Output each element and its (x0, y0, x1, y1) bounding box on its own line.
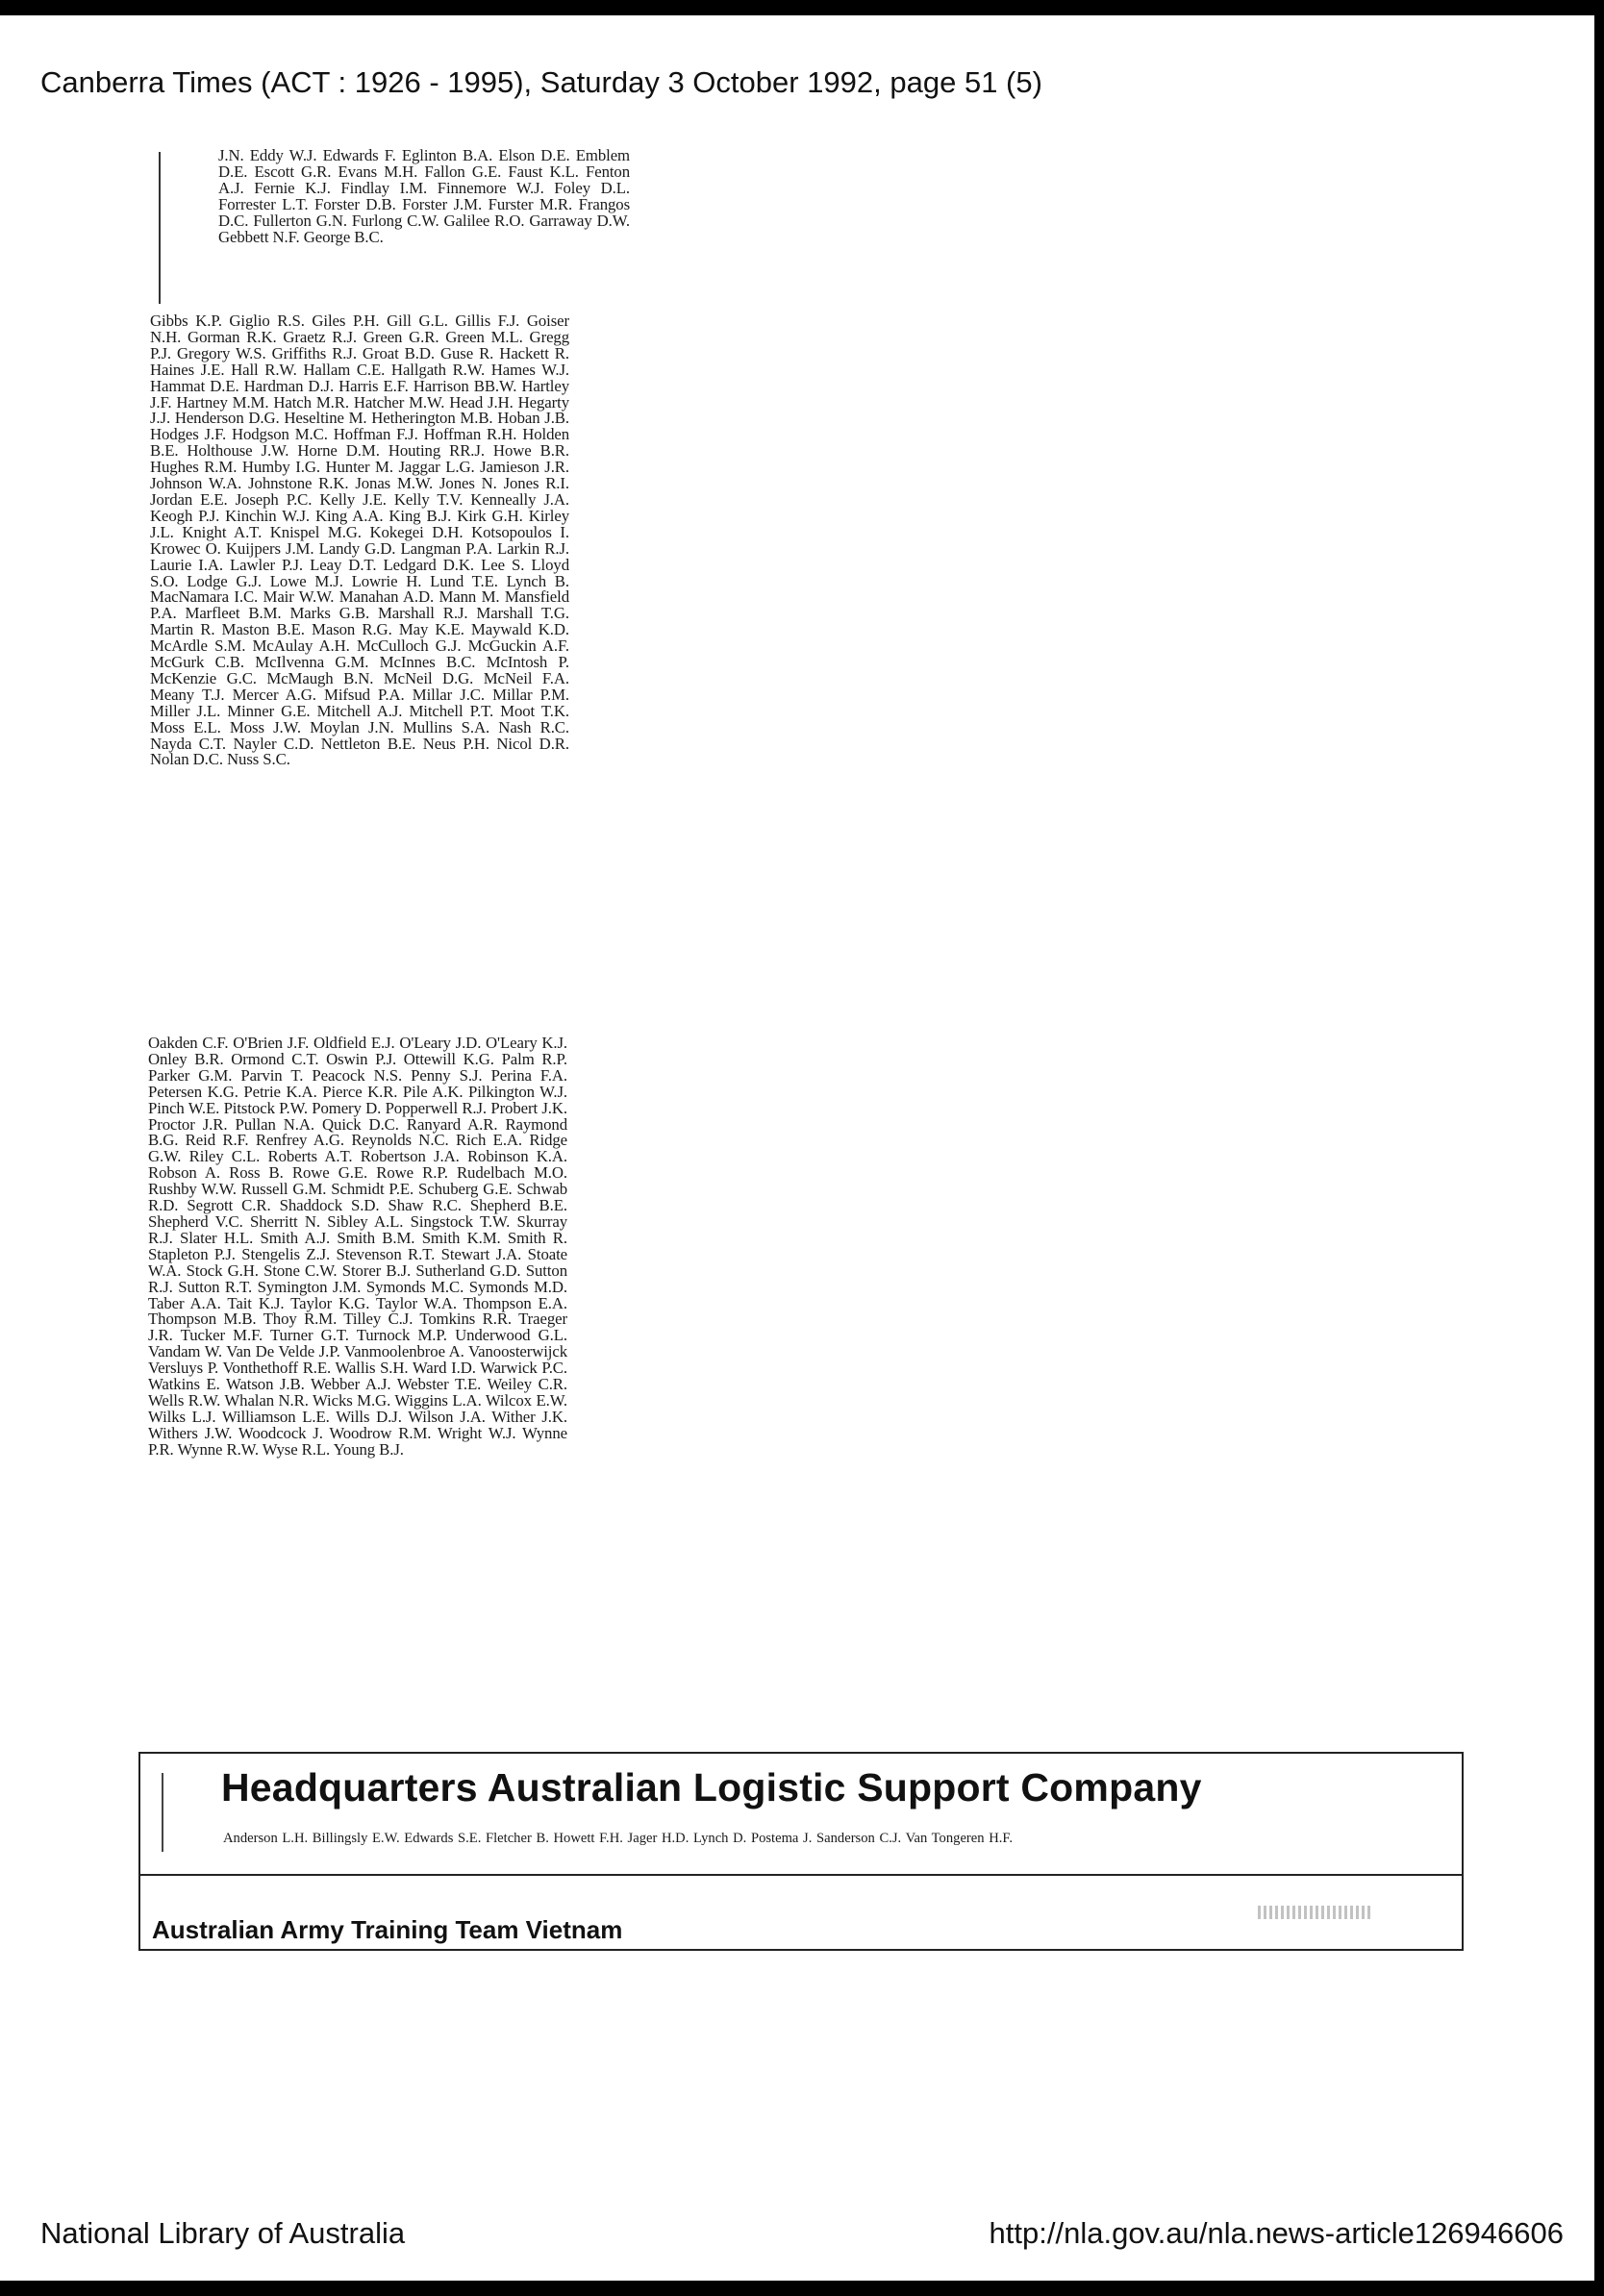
names-block-1: J.N. Eddy W.J. Edwards F. Eglinton B.A. Elson D.E. Emblem D.E. Escott G.R. Evans M.H. Fallon G.E. Faust K.L. Fenton A.J. Fernie K.J. Findlay I.M. Finnemore W.J. Foley D.L. Forrester L.T. Forster D.B. Forster J.M. Furster M.R. Frangos D.C. Fullerton G.N. Furlong C.W. Galilee R.O. Garraway D.W. Gebbett N.F. George B.C. (218, 146, 630, 246)
top-border (0, 0, 1604, 15)
footer-library: National Library of Australia (40, 2216, 406, 2250)
hq-names-list: Anderson L.H. Billingsly E.W. Edwards S.E. Fletcher B. Howett F.H. Jager H.D. Lynch D. Postema J. Sanderson C.J. Van Tongeren H.F. (223, 1831, 1013, 1846)
right-border (1594, 0, 1604, 2296)
aattv-section-title: Australian Army Training Team Vietnam (152, 1915, 623, 1944)
box-rule (162, 1773, 163, 1852)
page-citation: Canberra Times (ACT : 1926 - 1995), Saturday 3 October 1992, page 51 (5) (40, 65, 1042, 99)
print-smudge (1258, 1906, 1373, 1919)
bottom-border (0, 2281, 1604, 2296)
names-block-2: Gibbs K.P. Giglio R.S. Giles P.H. Gill G.L. Gillis F.J. Goiser N.H. Gorman R.K. Graetz R.J. Green G.R. Green M.L. Gregg P.J. Gregory W.S. Griffiths R.J. Groat B.D. Guse R. Hackett R. Haines J.E. Hall R.W. Hallam C.E. Hallgath R.W. Hames W.J. Hammat D.E. Hardman D.J. Harris E.F. Harrison BB.W. Hartley J.F. Hartney M.M. Hatch M.R. Hatcher M.W. Head J.H. Hegarty J.J. Henderson D.G. Heseltine M. Hetherington M.B. Hoban J.B. Hodges J.F. Hodgson M.C. Hoffman F.J. Hoffman R.H. Holden B.E. Holthouse J.W. Horne D.M. Houting RR.J. Howe B.R. Hughes R.M. Humby I.G. Hunter M. Jaggar L.G. Jamieson J.R. Johnson W.A. Johnstone R.K. Jonas M.W. Jones N. Jones R.I. Jordan E.E. Joseph P.C. Kelly J.E. Kelly T.V. Kenneally J.A. Keogh P.J. Kinchin W.J. King A.A. King B.J. Kirk G.H. Kirley J.L. Knight A.T. Knispel M.G. Kokegei D.H. Kotsopoulos I. Krowec O. Kuijpers J.M. Landy G.D. Langman P.A. Larkin R.J. Laurie I.A. Lawler P.J. Leay D.T. Ledgard D.K. Lee S. Lloyd S.O. Lodge G.J. Lowe M.J. Lowrie H. Lund T.E. Lynch B. MacNamara I.C. Mair W.W. Manahan A.D. Mann M. Mansfield P.A. Marfleet B.M. Marks G.B. Marshall R.J. Marshall T.G. Martin R. Maston B.E. Mason R.G. May K.E. Maywald K.D. McArdle S.M. McAulay A.H. McCulloch G.J. McGuckin A.F. McGurk C.B. McIlvenna G.M. McInnes B.C. McIntosh P. McKenzie G.C. McMaugh B.N. McNeil D.G. McNeil F.A. Meany T.J. Mercer A.G. Mifsud P.A. Millar J.C. Millar P.M. Miller J.L. Minner G.E. Mitchell A.J. Mitchell P.T. Moot T.K. Moss E.L. Moss J.W. Moylan J.N. Mullins S.A. Nash R.C. Nayda C.T. Nayler C.D. Nettleton B.E. Neus P.H. Nicol D.R. Nolan D.C. Nuss S.C. (150, 312, 569, 769)
names-block-3: Oakden C.F. O'Brien J.F. Oldfield E.J. O'Leary J.D. O'Leary K.J. Onley B.R. Ormond C.T. Oswin P.J. Ottewill K.G. Palm R.P. Parker G.M. Parvin T. Peacock N.S. Penny S.J. Perina F.A. Petersen K.G. Petrie K.A. Pierce K.R. Pile A.K. Pilkington W.J. Pinch W.E. Pitstock P.W. Pomery D. Popperwell R.J. Probert J.K. Proctor J.R. Pullan N.A. Quick D.C. Ranyard A.R. Raymond B.G. Reid R.F. Renfrey A.G. Reynolds N.C. Rich E.A. Ridge G.W. Riley C.L. Roberts A.T. Robertson J.A. Robinson K.A. Robson A. Ross B. Rowe G.E. Rowe R.P. Rudelbach M.O. Rushby W.W. Russell G.M. Schmidt P.E. Schuberg G.E. Schwab R.D. Segrott C.R. Shaddock S.D. Shaw R.C. Shepherd B.E. Shepherd V.C. Sherritt N. Sibley A.L. Singstock T.W. Skurray R.J. Slater H.L. Smith A.J. Smith B.M. Smith K.M. Smith R. Stapleton P.J. Stengelis Z.J. Stevenson R.T. Stewart J.A. Stoate W.A. Stock G.H. Stone C.W. Storer B.J. Sutherland G.D. Sutton R.J. Sutton R.T. Symington J.M. Symonds M.C. Symonds M.D. Taber A.A. Tait K.J. Taylor K.G. Taylor W.A. Thompson E.A. Thompson M.B. Thoy R.M. Tilley C.J. Tomkins R.R. Traeger J.R. Tucker M.F. Turner G.T. Turnock M.P. Underwood G.L. Vandam W. Van De Velde J.P. Vanmoolenbroe A. Vanoosterwijck Versluys P. Vonthethoff R.E. Wallis S.H. Ward I.D. Warwick P.C. Watkins E. Watson J.B. Webber A.J. Webster T.E. Weiley C.R. Wells R.W. Whalan N.R. Wicks M.G. Wiggins L.A. Wilcox E.W. Wilks L.J. Williamson L.E. Wills D.J. Wilson J.A. Wither J.K. Withers J.W. Woodcock J. Woodrow R.M. Wright W.J. Wynne P.R. Wynne R.W. Wyse R.L. Young B.J. (148, 1034, 567, 1459)
column-rule (159, 152, 161, 304)
box-divider (140, 1874, 1462, 1876)
unit-box (138, 1752, 1464, 1951)
hq-section-title: Headquarters Australian Logistic Support Company (221, 1765, 1202, 1809)
footer-url[interactable]: http://nla.gov.au/nla.news-article126946606 (989, 2216, 1564, 2250)
